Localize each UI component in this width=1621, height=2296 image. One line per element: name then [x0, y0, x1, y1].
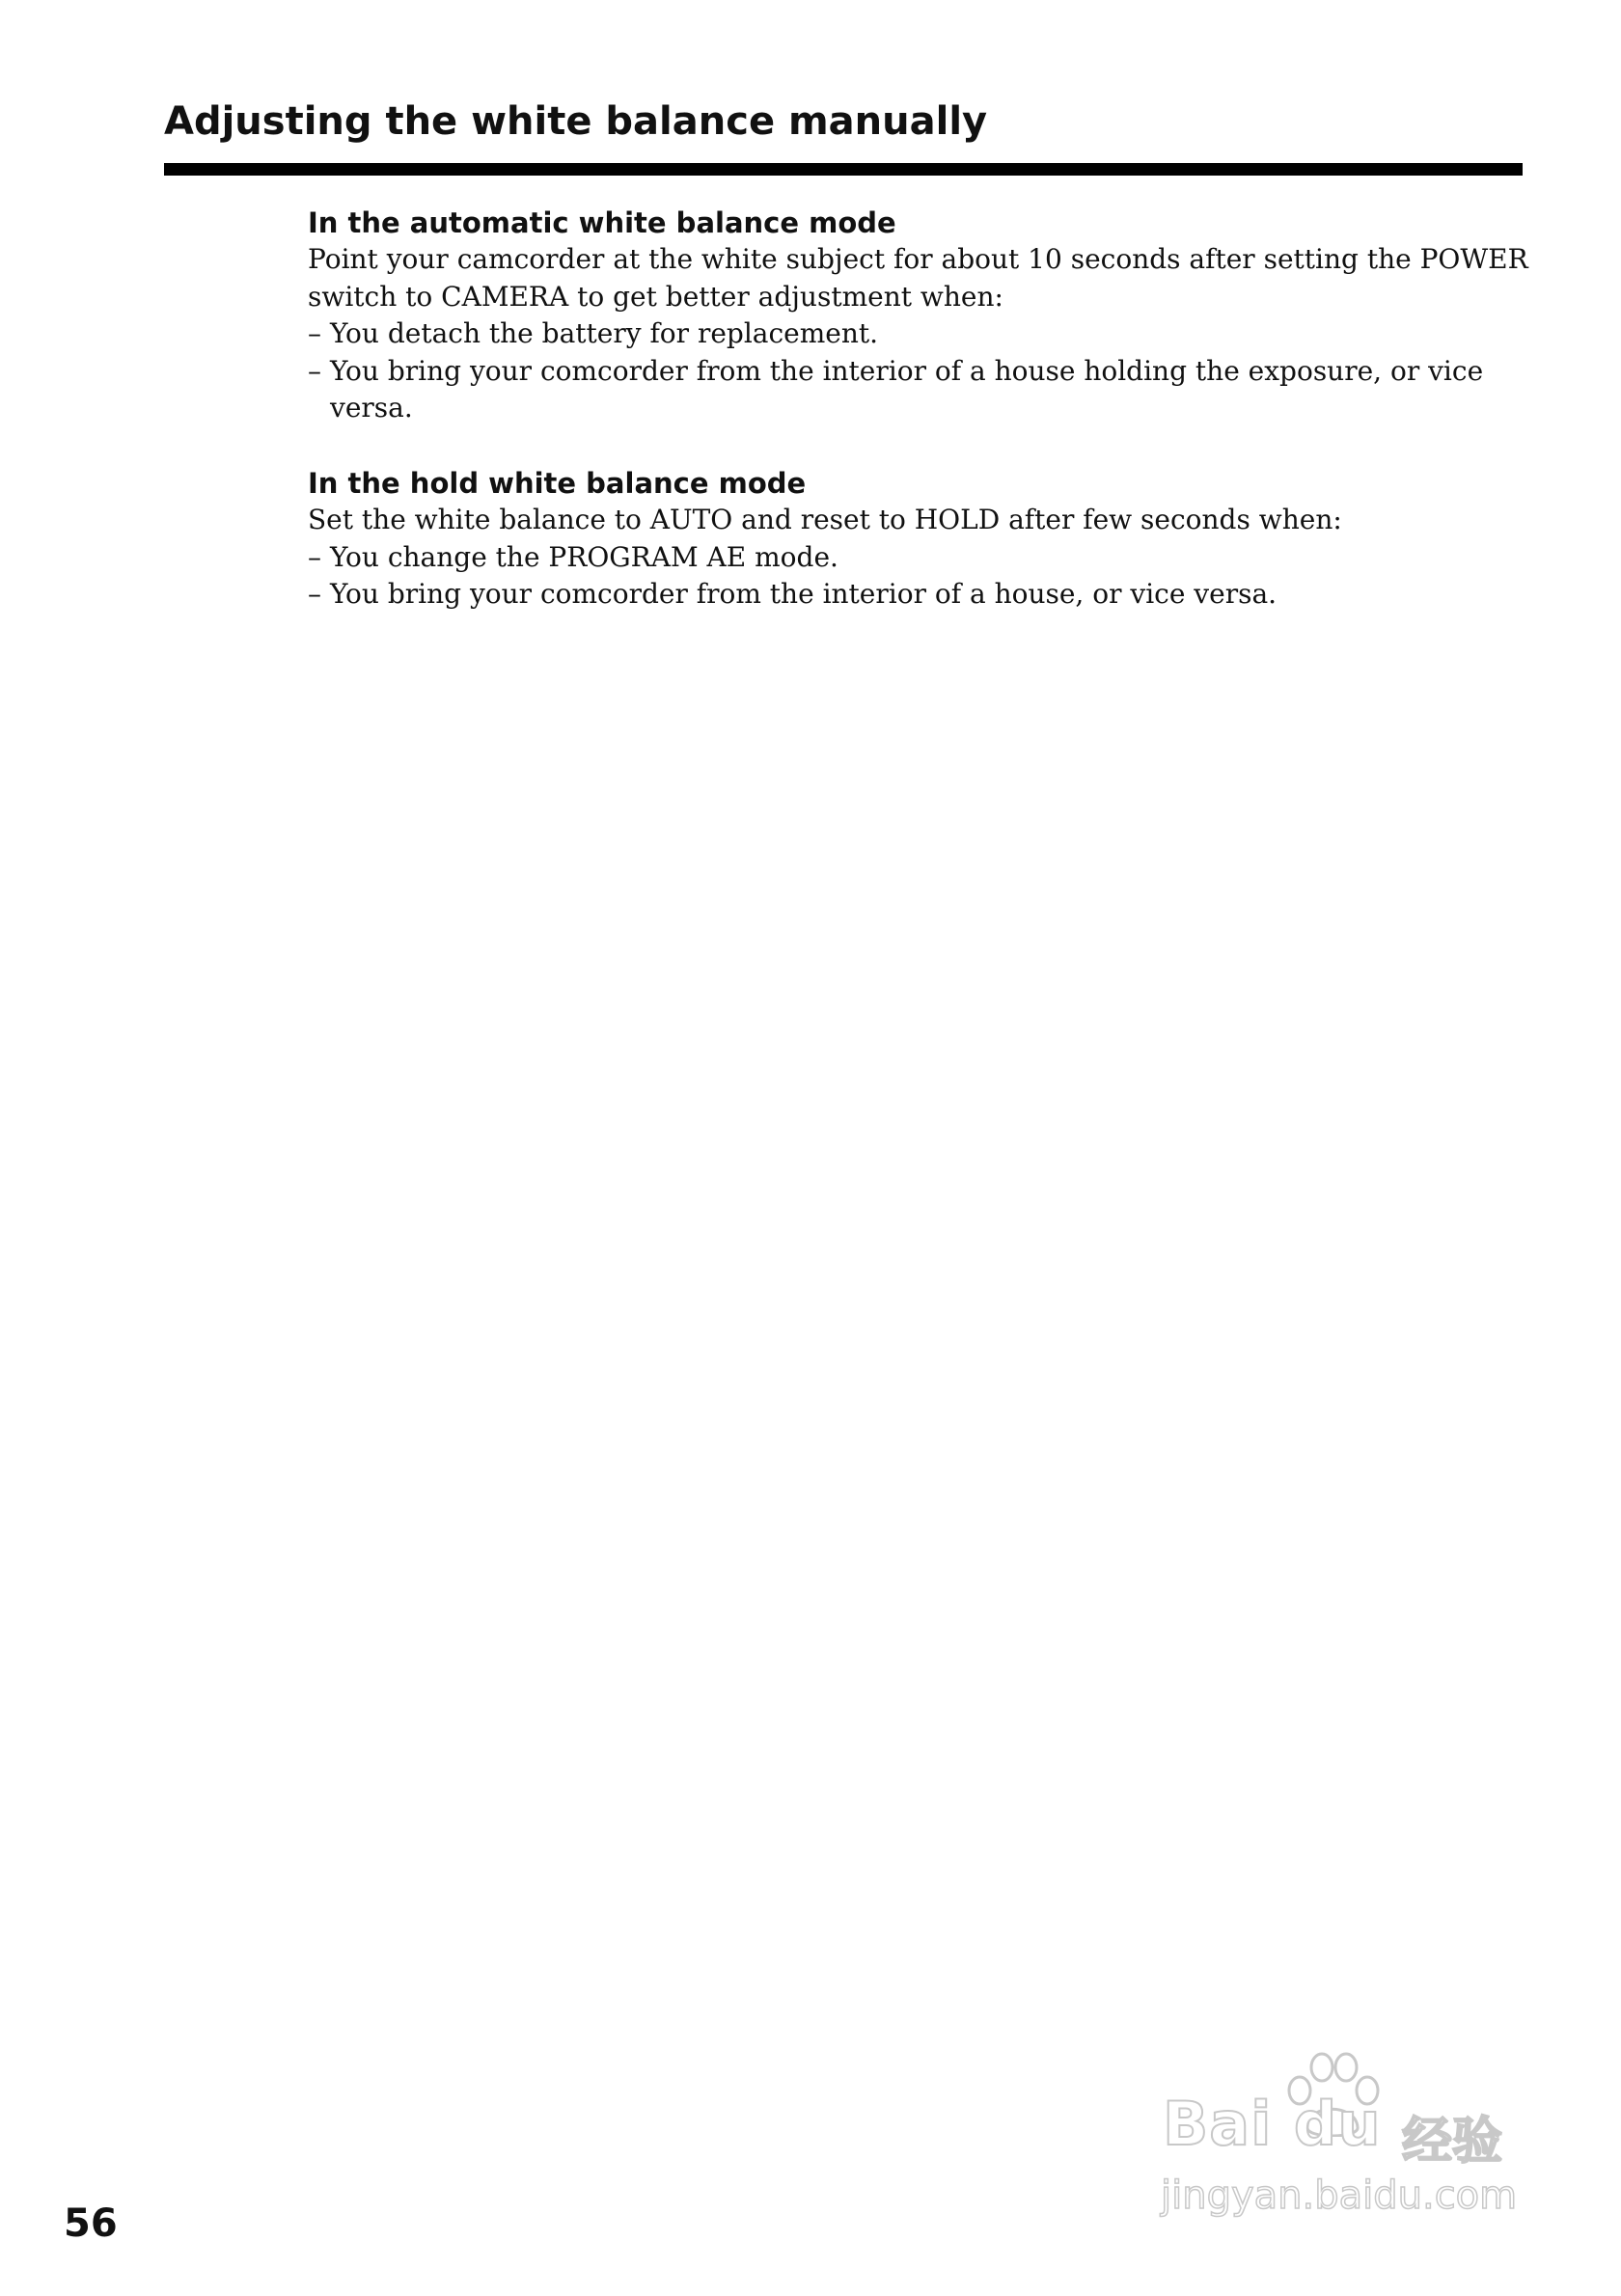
- watermark-logo-cn: 经验: [1402, 2113, 1503, 2171]
- dash-marker: –: [308, 578, 321, 610]
- list-item-text: You bring your comcorder from the interior of a house holding the exposure, or vice versa.: [330, 354, 1484, 424]
- section-hold-mode: [308, 465, 1525, 614]
- list-item: [308, 539, 1525, 577]
- watermark-logo: Bai du: [1163, 2089, 1382, 2159]
- section-automatic-mode: [308, 205, 1528, 427]
- title-rule: [164, 163, 1523, 176]
- body-line: Set the white balance to AUTO and reset to HOLD after few seconds when:: [308, 504, 1342, 535]
- page-number: 56: [64, 2201, 118, 2246]
- page-title: Adjusting the white balance manually: [164, 99, 988, 144]
- dash-marker: –: [308, 354, 321, 387]
- list-item: [308, 353, 1525, 427]
- dash-marker: –: [308, 540, 321, 573]
- body-line: switch to CAMERA to get better adjustment when:: [308, 280, 1003, 313]
- dash-marker: –: [308, 317, 321, 349]
- list-item: [308, 576, 1525, 614]
- list-item: [308, 315, 1525, 353]
- section-heading: In the hold white balance mode: [308, 467, 807, 500]
- watermark: [1153, 2060, 1539, 2253]
- list-item-text: You bring your comcorder from the interior of a house, or vice versa.: [330, 578, 1278, 610]
- bullet-list: [308, 539, 1525, 614]
- list-item-text: You detach the battery for replacement.: [330, 317, 879, 349]
- body-line: Point your camcorder at the white subject for about 10 seconds after setting the POWER: [308, 243, 1528, 275]
- bullet-list: [308, 315, 1525, 427]
- list-item-text: You change the PROGRAM AE mode.: [330, 540, 838, 573]
- section-heading: In the automatic white balance mode: [308, 206, 896, 239]
- watermark-url: jingyan.baidu.com: [1161, 2173, 1518, 2218]
